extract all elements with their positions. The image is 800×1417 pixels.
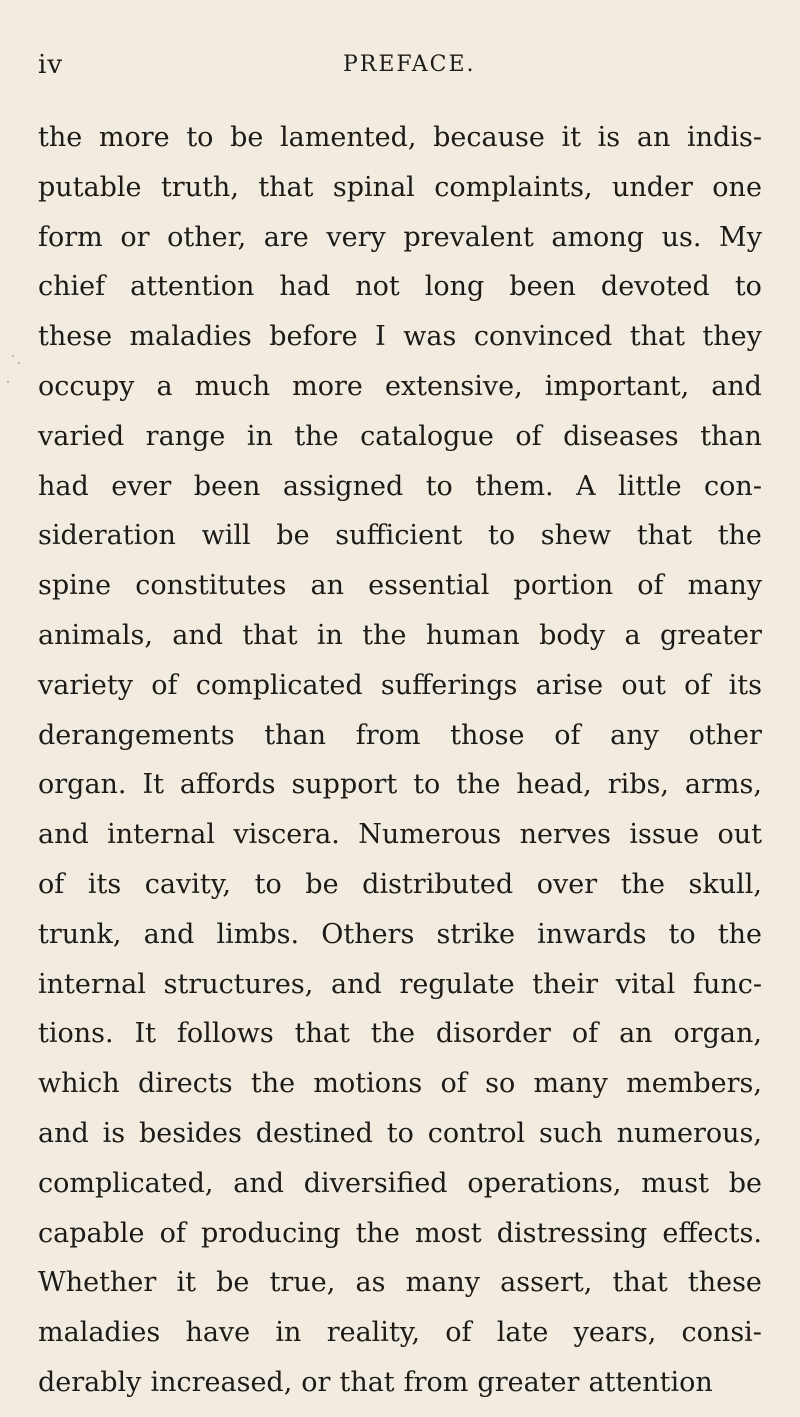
- word: they: [702, 321, 762, 353]
- word: tions.: [38, 1018, 114, 1050]
- word: the: [717, 918, 762, 950]
- word: that: [612, 1267, 668, 1299]
- word: producing: [201, 1217, 341, 1249]
- word: among: [551, 221, 644, 253]
- text-line: [38, 1168, 762, 1218]
- word: those: [450, 719, 525, 751]
- text-line: [38, 271, 762, 321]
- text-line: [38, 520, 762, 570]
- word: A: [576, 470, 596, 502]
- word: before: [269, 321, 358, 353]
- word: which: [38, 1068, 120, 1100]
- word: the: [355, 1217, 400, 1249]
- word: such: [539, 1117, 603, 1149]
- word: out: [717, 819, 762, 851]
- word: one: [712, 171, 762, 203]
- word: late: [496, 1317, 549, 1349]
- word: these: [687, 1267, 762, 1299]
- word: spine: [38, 570, 112, 602]
- word: be: [276, 520, 310, 552]
- word: distributed: [362, 868, 514, 900]
- word: cavity,: [144, 868, 231, 900]
- word: is: [597, 122, 621, 153]
- word: be: [305, 868, 339, 900]
- word: or: [301, 1366, 331, 1398]
- word: over: [536, 868, 598, 900]
- word: an: [619, 1018, 653, 1050]
- word: affords: [179, 769, 276, 801]
- word: disorder: [435, 1018, 551, 1050]
- text-line: [38, 1118, 762, 1168]
- word: diversified: [303, 1167, 448, 1199]
- word: of: [554, 719, 581, 751]
- word: that: [629, 321, 685, 353]
- text-line: [38, 1218, 762, 1268]
- word: an: [636, 122, 671, 153]
- word: constitutes: [135, 570, 287, 602]
- word: is: [102, 1117, 126, 1149]
- word: of: [151, 669, 178, 701]
- word: in: [246, 420, 273, 452]
- word: so: [485, 1068, 516, 1100]
- word: of: [159, 1217, 186, 1249]
- word: essential: [368, 570, 490, 602]
- word: than: [264, 719, 327, 751]
- stray-mark: [12, 355, 14, 357]
- word: a: [624, 619, 641, 651]
- text-line: [38, 769, 762, 819]
- word: It: [134, 1018, 157, 1050]
- word: putable: [38, 171, 142, 203]
- word: reality,: [326, 1317, 421, 1349]
- word: out: [621, 669, 666, 701]
- word: issue: [629, 819, 700, 851]
- text-line: [38, 869, 762, 919]
- word: truth,: [160, 171, 239, 203]
- word: Whether: [38, 1267, 157, 1299]
- text-line: [38, 1267, 762, 1317]
- word: portion: [513, 570, 614, 602]
- word: other: [688, 719, 762, 751]
- word: to: [734, 271, 762, 303]
- word: the: [620, 868, 665, 900]
- text-line: [38, 471, 762, 521]
- word: that: [636, 520, 692, 552]
- word: arms,: [684, 769, 762, 801]
- word: these: [38, 321, 113, 353]
- word: func-: [692, 968, 762, 1000]
- word: follows: [176, 1018, 274, 1050]
- word: had: [279, 271, 331, 303]
- word: and: [143, 918, 195, 950]
- word: sideration: [38, 520, 176, 552]
- word: the: [250, 1068, 296, 1100]
- text-line: [38, 122, 762, 172]
- word: the: [362, 619, 407, 651]
- word: important,: [544, 370, 690, 402]
- word: motions: [313, 1068, 423, 1100]
- word: to: [254, 868, 282, 900]
- word: to: [186, 122, 214, 153]
- body-text: [38, 122, 762, 1417]
- word: be: [230, 122, 264, 153]
- word: more: [98, 122, 170, 153]
- word: the: [456, 769, 501, 801]
- word: them.: [475, 470, 554, 502]
- text-line: [38, 371, 762, 421]
- word: of: [515, 420, 542, 452]
- page-header: [38, 50, 758, 90]
- word: effects.: [662, 1217, 762, 1249]
- word: consi-: [681, 1317, 762, 1349]
- word: inwards: [537, 918, 647, 950]
- word: was: [403, 321, 457, 353]
- word: the: [38, 122, 83, 153]
- word: Numerous: [358, 819, 502, 851]
- word: trunk,: [38, 918, 122, 950]
- word: Others: [321, 918, 415, 950]
- word: their: [532, 968, 599, 1000]
- word: animals,: [38, 619, 153, 651]
- word: diseases: [563, 420, 679, 452]
- word: skull,: [688, 868, 762, 900]
- word: convinced: [473, 321, 613, 353]
- word: spinal: [332, 171, 415, 203]
- word: chief: [38, 271, 106, 303]
- stray-mark: [18, 362, 20, 364]
- running-head: PREFACE.: [343, 52, 476, 77]
- word: many: [687, 570, 762, 602]
- text-line: [38, 1068, 762, 1118]
- word: destined: [255, 1117, 373, 1149]
- word: maladies: [129, 321, 252, 353]
- word: a: [156, 370, 173, 402]
- text-line: [38, 1367, 762, 1417]
- word: will: [201, 520, 251, 552]
- word: of: [684, 669, 711, 701]
- word: con-: [704, 470, 762, 502]
- word: under: [611, 171, 693, 203]
- word: besides: [138, 1117, 242, 1149]
- word: assigned: [282, 470, 404, 502]
- word: prevalent: [403, 221, 534, 253]
- word: have: [185, 1317, 251, 1349]
- word: derably: [38, 1366, 142, 1398]
- text-line: [38, 172, 762, 222]
- word: and: [711, 370, 762, 402]
- word: It: [142, 769, 164, 801]
- word: that: [242, 619, 298, 651]
- word: strike: [436, 918, 516, 950]
- word: be: [216, 1267, 250, 1299]
- word: years,: [573, 1317, 657, 1349]
- text-line: [38, 1317, 762, 1367]
- word: operations,: [467, 1167, 622, 1199]
- word: nerves: [519, 819, 611, 851]
- text-line: [38, 819, 762, 869]
- word: organ.: [38, 769, 127, 801]
- word: shew: [540, 520, 612, 552]
- word: My: [719, 221, 762, 253]
- word: or: [120, 221, 150, 253]
- word: catalogue: [360, 420, 494, 452]
- word: are: [263, 221, 309, 253]
- word: from: [403, 1366, 469, 1398]
- word: attention: [130, 271, 255, 303]
- word: long: [424, 271, 485, 303]
- word: little: [618, 470, 682, 502]
- word: very: [326, 221, 386, 253]
- word: not: [355, 271, 400, 303]
- word: vital: [615, 968, 676, 1000]
- word: and: [330, 968, 382, 1000]
- text-line: [38, 321, 762, 371]
- word: in: [316, 619, 343, 651]
- word: because: [433, 122, 545, 153]
- word: any: [610, 719, 659, 751]
- word: of: [571, 1018, 599, 1050]
- word: its: [87, 868, 122, 900]
- word: had: [38, 470, 89, 502]
- word: from: [355, 719, 421, 751]
- word: limbs.: [216, 918, 300, 950]
- word: varied: [38, 420, 125, 452]
- word: much: [194, 370, 271, 402]
- word: many: [533, 1068, 608, 1100]
- word: human: [425, 619, 520, 651]
- word: of: [440, 1068, 467, 1100]
- word: must: [641, 1167, 709, 1199]
- word: members,: [626, 1068, 762, 1100]
- word: regulate: [399, 968, 515, 1000]
- word: and: [233, 1167, 284, 1199]
- word: as: [355, 1267, 386, 1299]
- word: to: [487, 520, 516, 552]
- word: many: [405, 1267, 480, 1299]
- word: complicated,: [38, 1167, 214, 1199]
- word: in: [275, 1317, 302, 1349]
- page-number: iv: [38, 50, 64, 80]
- word: other,: [167, 221, 247, 253]
- word: sufficient: [335, 520, 463, 552]
- word: the: [717, 520, 762, 552]
- word: lamented,: [280, 122, 417, 153]
- word: that: [339, 1366, 395, 1398]
- word: it: [176, 1267, 196, 1299]
- text-line: [38, 670, 762, 720]
- word: been: [193, 470, 261, 502]
- word: greater: [659, 619, 762, 651]
- word: to: [413, 769, 441, 801]
- word: derangements: [38, 719, 235, 751]
- word: range: [145, 420, 226, 452]
- word: be: [728, 1167, 762, 1199]
- word: numerous,: [616, 1117, 762, 1149]
- word: increased,: [150, 1366, 293, 1398]
- word: us.: [661, 221, 702, 253]
- text-line: [38, 919, 762, 969]
- word: its: [728, 669, 762, 701]
- text-line: [38, 222, 762, 272]
- word: distressing: [496, 1217, 648, 1249]
- word: to: [668, 918, 696, 950]
- word: variety: [38, 669, 133, 701]
- word: support: [291, 769, 398, 801]
- word: more: [292, 370, 363, 402]
- text-line: [38, 620, 762, 670]
- word: body: [539, 619, 606, 651]
- text-line: [38, 720, 762, 770]
- word: capable: [38, 1217, 145, 1249]
- word: most: [415, 1217, 482, 1249]
- text-line: [38, 421, 762, 471]
- word: assert,: [500, 1267, 593, 1299]
- word: organ,: [673, 1018, 762, 1050]
- word: arise: [535, 669, 604, 701]
- stray-mark: [7, 381, 9, 383]
- word: internal: [38, 968, 146, 1000]
- word: maladies: [38, 1317, 161, 1349]
- word: an: [310, 570, 344, 602]
- word: of: [637, 570, 664, 602]
- word: complaints,: [434, 171, 593, 203]
- word: the: [294, 420, 339, 452]
- word: true,: [269, 1267, 336, 1299]
- word: ribs,: [607, 769, 669, 801]
- word: directs: [137, 1068, 233, 1100]
- word: and: [172, 619, 224, 651]
- word: internal: [107, 819, 216, 851]
- word: and: [38, 819, 89, 851]
- word: control: [427, 1117, 526, 1149]
- word: devoted: [600, 271, 710, 303]
- word: viscera.: [233, 819, 340, 851]
- word: that: [258, 171, 314, 203]
- text-line: [38, 969, 762, 1019]
- word: structures,: [163, 968, 314, 1000]
- word: I: [375, 321, 386, 353]
- text-line: [38, 1018, 762, 1068]
- word: head,: [516, 769, 592, 801]
- word: and: [38, 1117, 89, 1149]
- word: attention: [588, 1366, 713, 1398]
- word: the: [370, 1018, 415, 1050]
- word: ever: [111, 470, 172, 502]
- word: greater: [477, 1366, 580, 1398]
- word: that: [294, 1018, 350, 1050]
- word: to: [425, 470, 453, 502]
- word: form: [38, 221, 103, 253]
- word: it: [561, 122, 581, 153]
- word: complicated: [195, 669, 363, 701]
- word: of: [38, 868, 65, 900]
- word: to: [386, 1117, 414, 1149]
- word: extensive,: [384, 370, 523, 402]
- word: of: [445, 1317, 472, 1349]
- word: than: [700, 420, 762, 452]
- word: sufferings: [380, 669, 518, 701]
- word: indis-: [687, 122, 762, 153]
- word: been: [509, 271, 576, 303]
- text-line: [38, 570, 762, 620]
- word: occupy: [38, 370, 135, 402]
